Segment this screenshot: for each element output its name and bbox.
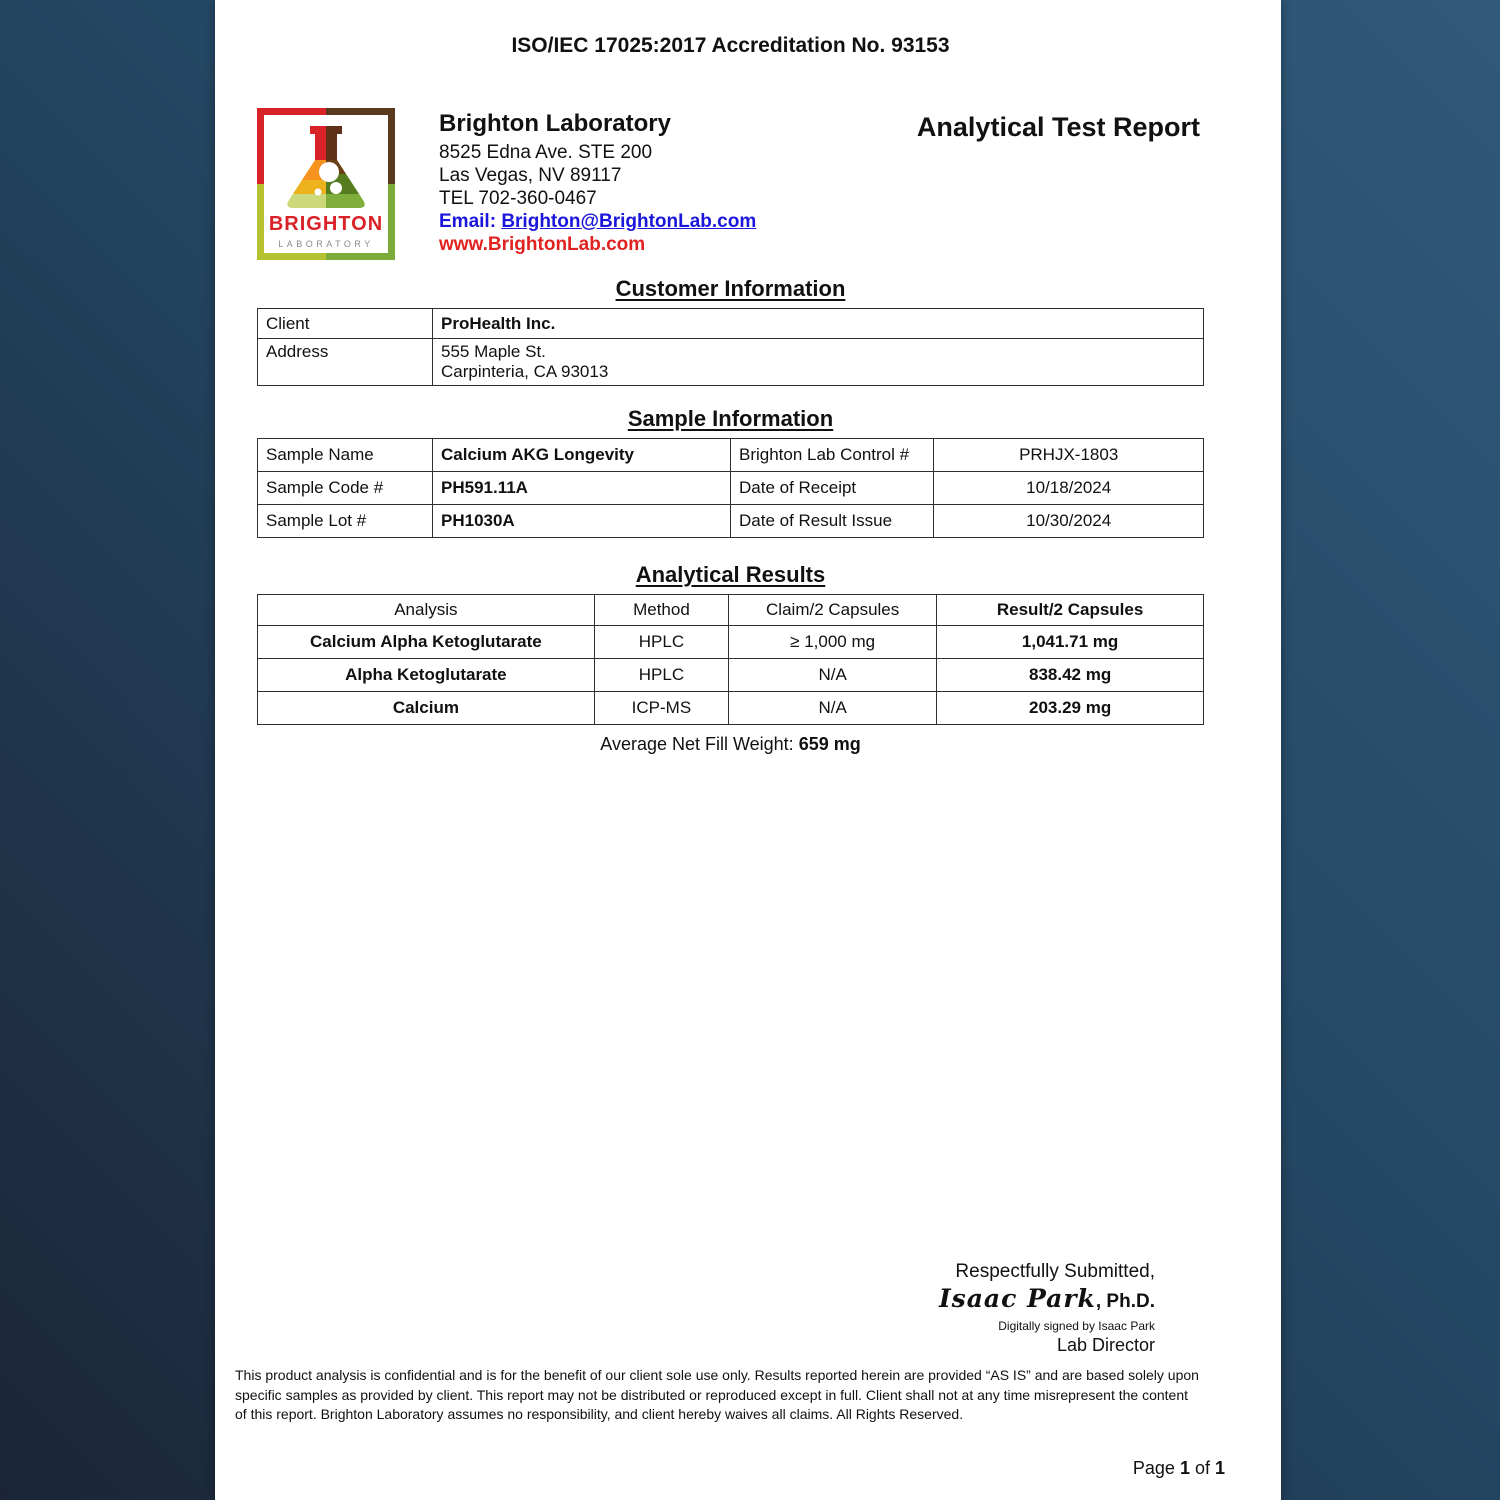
table-row <box>258 692 1204 725</box>
sample-code-value: PH591.11A <box>433 472 731 505</box>
report-page <box>215 0 1281 1500</box>
lab-email-line <box>439 210 756 233</box>
avg-fill-label: Average Net Fill Weight: <box>600 734 799 754</box>
analysis-name: Alpha Ketoglutarate <box>258 659 595 692</box>
sample-section-title: Sample Information <box>627 406 834 431</box>
analysis-name: Calcium <box>258 692 595 725</box>
customer-section-title: Customer Information <box>615 276 846 301</box>
address-line2: Carpinteria, CA 93013 <box>441 362 609 381</box>
email-link[interactable]: Brighton@BrightonLab.com <box>501 211 757 232</box>
page-total: 1 <box>1214 1458 1225 1478</box>
analytical-results-table <box>257 594 1204 725</box>
brighton-logo <box>257 108 395 260</box>
lab-address-line2: Las Vegas, NV 89117 <box>439 165 622 186</box>
table-row <box>258 659 1204 692</box>
method-value: ICP-MS <box>594 692 728 725</box>
receipt-date-label: Date of Receipt <box>730 472 933 505</box>
address-value <box>433 339 1204 386</box>
disclaimer-text: This product analysis is confidential and is for the benefit of our client sole use only. Results reported herein are provided “AS IS” and are based solely upon specific samples as provided by client. This report may not be distributed or reproduced except in full. Client shall not at any time misrepresent the content of this report. Brighton Laboratory assumes no responsibility, and client hereby waives all claims. All Rights Reserved. <box>235 1367 1199 1422</box>
sample-lot-value: PH1030A <box>433 505 731 538</box>
report-title: Analytical Test Report <box>916 112 1200 142</box>
page-number <box>1133 1458 1225 1479</box>
claim-value: ≥ 1,000 mg <box>729 626 937 659</box>
lab-name: Brighton Laboratory <box>439 110 671 137</box>
page-current: 1 <box>1179 1458 1190 1478</box>
signature-name-line <box>939 1284 1155 1318</box>
method-value: HPLC <box>594 659 728 692</box>
email-label: Email: <box>439 211 502 232</box>
result-value: 838.42 mg <box>937 659 1204 692</box>
analysis-header: Analysis <box>258 595 595 626</box>
method-header: Method <box>594 595 728 626</box>
client-label: Client <box>258 309 433 339</box>
avg-fill-value: 659 mg <box>798 734 861 754</box>
submitted-line: Respectfully Submitted, <box>955 1261 1155 1282</box>
client-value: ProHealth Inc. <box>433 309 1204 339</box>
result-value: 1,041.71 mg <box>937 626 1204 659</box>
sample-name-value: Calcium AKG Longevity <box>433 439 731 472</box>
flask-icon <box>257 108 395 260</box>
table-header-row <box>258 595 1204 626</box>
logo-sub-text: LABORATORY <box>278 239 374 249</box>
table-row <box>258 472 1204 505</box>
lab-director-title: Lab Director <box>1056 1335 1155 1355</box>
result-header: Result/2 Capsules <box>937 595 1204 626</box>
sample-lot-label: Sample Lot # <box>258 505 433 538</box>
claim-value: N/A <box>729 692 937 725</box>
table-row <box>258 439 1204 472</box>
accreditation-header: ISO/IEC 17025:2017 Accreditation No. 93153 <box>511 34 950 57</box>
sample-name-label: Sample Name <box>258 439 433 472</box>
page-label: Page <box>1132 1458 1180 1478</box>
claim-header: Claim/2 Capsules <box>729 595 937 626</box>
result-issue-label: Date of Result Issue <box>730 505 933 538</box>
result-issue-value: 10/30/2024 <box>934 505 1204 538</box>
receipt-date-value: 10/18/2024 <box>934 472 1204 505</box>
of-label: of <box>1189 1458 1215 1478</box>
sample-info-table <box>257 438 1204 538</box>
signature-block <box>939 1260 1155 1356</box>
lab-phone: TEL 702-360-0467 <box>439 188 597 209</box>
results-section-title: Analytical Results <box>635 562 826 587</box>
digitally-signed-note: Digitally signed by Isaac Park <box>998 1319 1155 1333</box>
signature-credential: , Ph.D. <box>1095 1291 1155 1312</box>
lab-contact-info <box>439 108 756 260</box>
table-row <box>258 309 1204 339</box>
analysis-name: Calcium Alpha Ketoglutarate <box>258 626 595 659</box>
lab-control-value: PRHJX-1803 <box>934 439 1204 472</box>
table-row <box>258 626 1204 659</box>
method-value: HPLC <box>594 626 728 659</box>
lab-control-label: Brighton Lab Control # <box>730 439 933 472</box>
result-value: 203.29 mg <box>937 692 1204 725</box>
report-header <box>257 108 1204 260</box>
address-label: Address <box>258 339 433 386</box>
table-row <box>258 339 1204 386</box>
table-row <box>258 505 1204 538</box>
signature-script: Isaac Park <box>938 1284 1096 1313</box>
sample-code-label: Sample Code # <box>258 472 433 505</box>
address-line1: 555 Maple St. <box>441 342 546 361</box>
lab-address-line1: 8525 Edna Ave. STE 200 <box>439 142 653 163</box>
customer-info-table <box>257 308 1204 386</box>
claim-value: N/A <box>729 659 937 692</box>
website-link[interactable]: www.BrightonLab.com <box>439 234 646 255</box>
logo-brand-text: BRIGHTON <box>268 213 384 235</box>
average-fill-weight <box>257 734 1204 755</box>
